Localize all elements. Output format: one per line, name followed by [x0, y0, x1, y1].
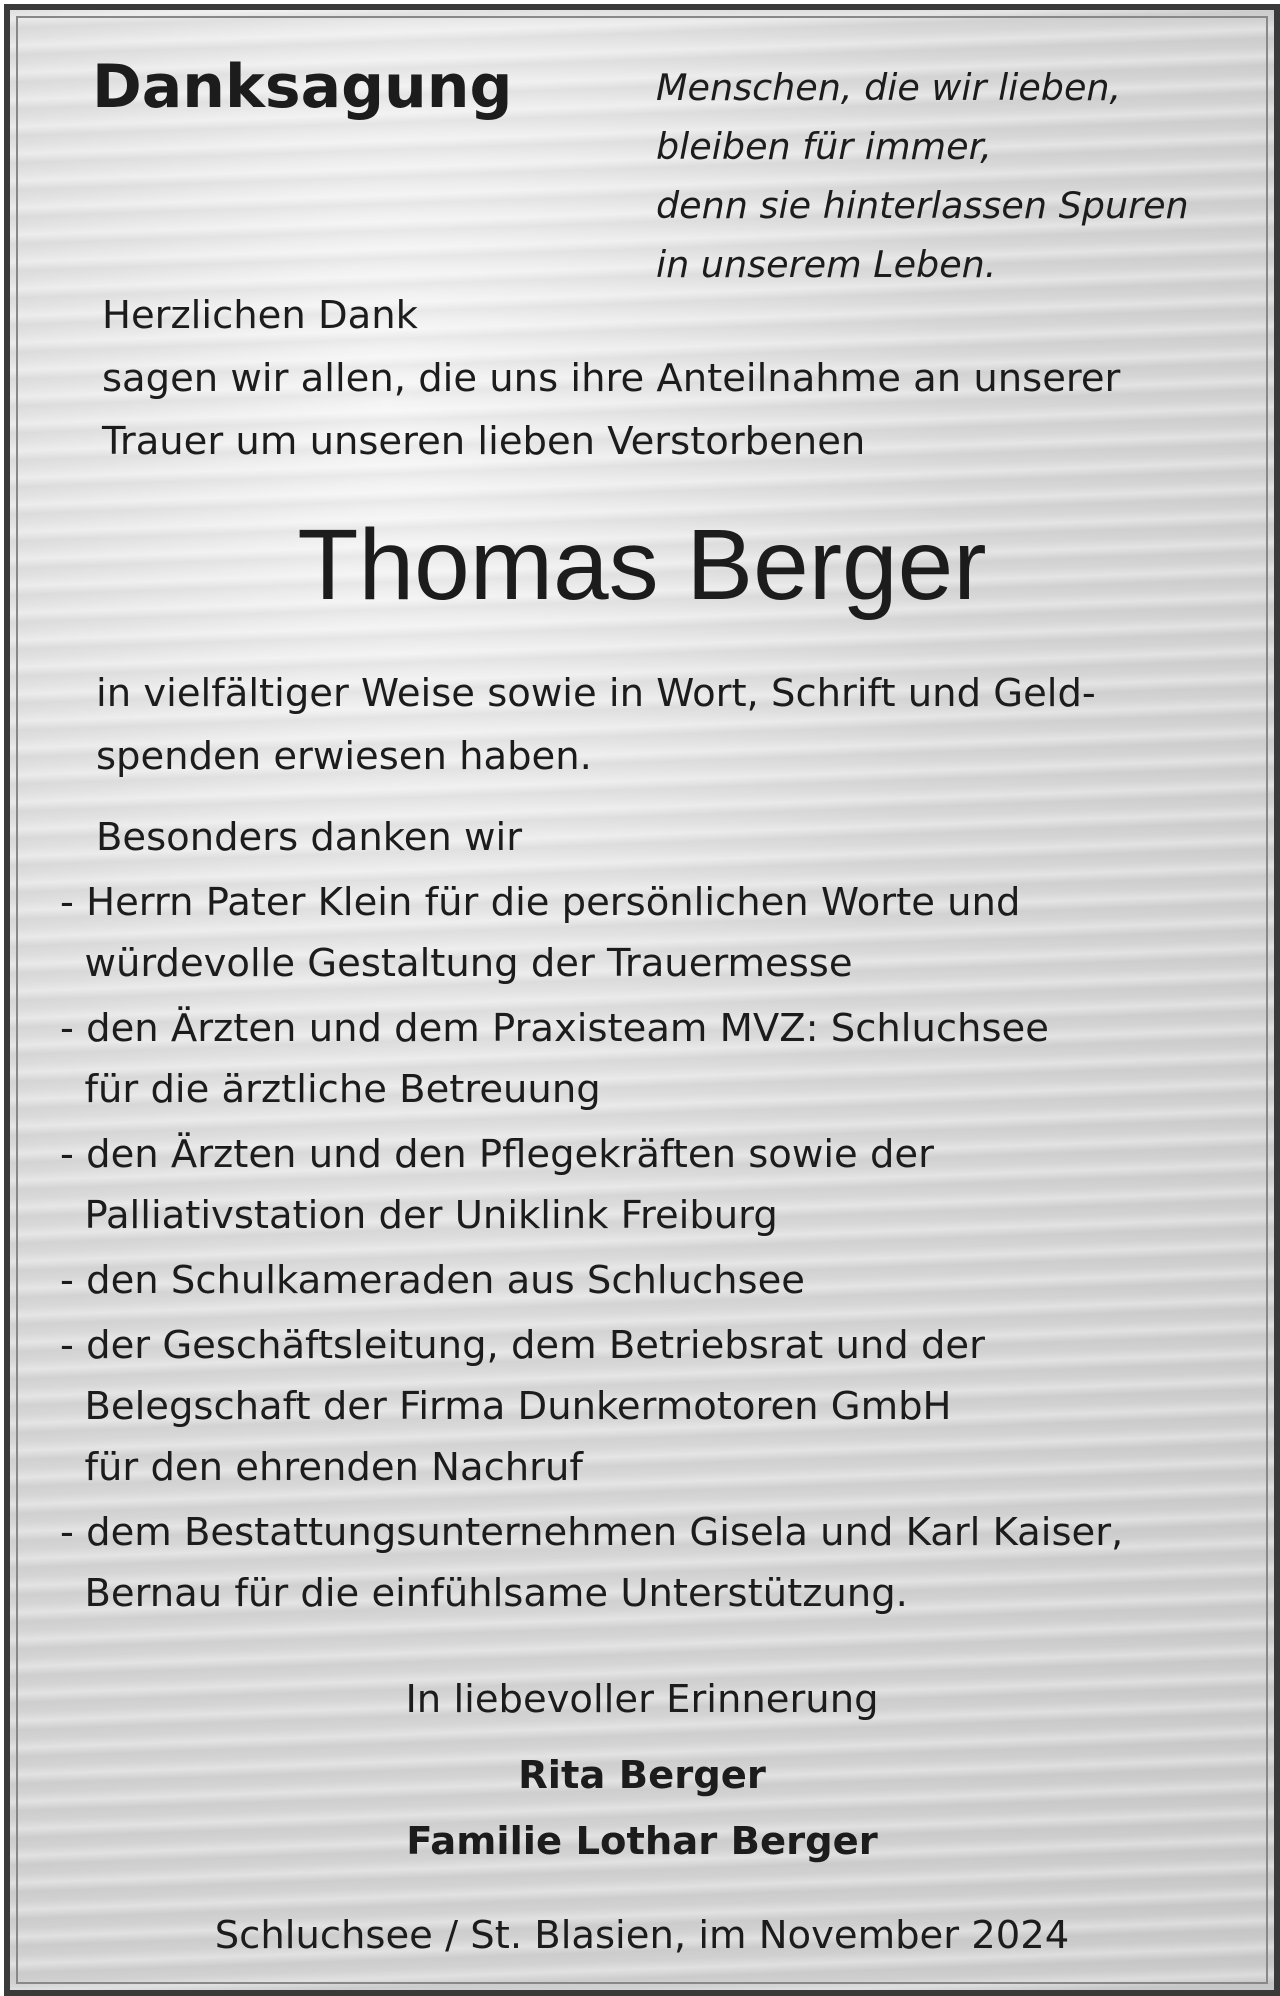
continuation-text: in vielfältiger Weise sowie in Wort, Schrift und Geld- spenden erwiesen haben.	[96, 671, 1096, 779]
signatory-name: Familie Lothar Berger	[406, 1819, 878, 1864]
deceased-name: Thomas Berger	[297, 509, 987, 621]
thanks-item: - den Schulkameraden aus Schluchsee	[60, 1258, 805, 1303]
thanks-item: - dem Bestattungsunternehmen Gisela und Karl Kaiser, Bernau für die einfühlsame Unterstützung.	[60, 1510, 1124, 1616]
notice-heading: Danksagung	[92, 52, 513, 122]
obituary-notice	[4, 4, 1280, 1996]
thanks-item: - den Ärzten und dem Praxisteam MVZ: Schluchsee für die ärztliche Betreuung	[60, 1006, 1049, 1112]
closing-line: In liebevoller Erinnerung	[405, 1677, 879, 1722]
place-date: Schluchsee / St. Blasien, im November 2024	[214, 1913, 1070, 1958]
thanks-item: - den Ärzten und den Pflegekräften sowie der Palliativstation der Uniklink Freiburg	[60, 1132, 934, 1238]
thanks-item: - der Geschäftsleitung, dem Betriebsrat und der Belegschaft der Firma Dunkermotoren GmbH für den ehrenden Nachruf	[60, 1323, 985, 1490]
signatory-name: Rita Berger	[518, 1753, 766, 1798]
intro-text: Herzlichen Dank sagen wir allen, die uns ihre Anteilnahme an unserer Trauer um unseren lieben Verstorbenen	[102, 293, 1121, 464]
memorial-quote: Menschen, die wir lieben, bleiben für immer, denn sie hinterlassen Spuren in unserem Leben.	[656, 66, 1189, 286]
thanks-intro: Besonders danken wir	[96, 815, 523, 860]
thanks-item: - Herrn Pater Klein für die persönlichen Worte und würdevolle Gestaltung der Trauermesse	[60, 880, 1021, 986]
thanks-list	[60, 872, 1123, 1628]
